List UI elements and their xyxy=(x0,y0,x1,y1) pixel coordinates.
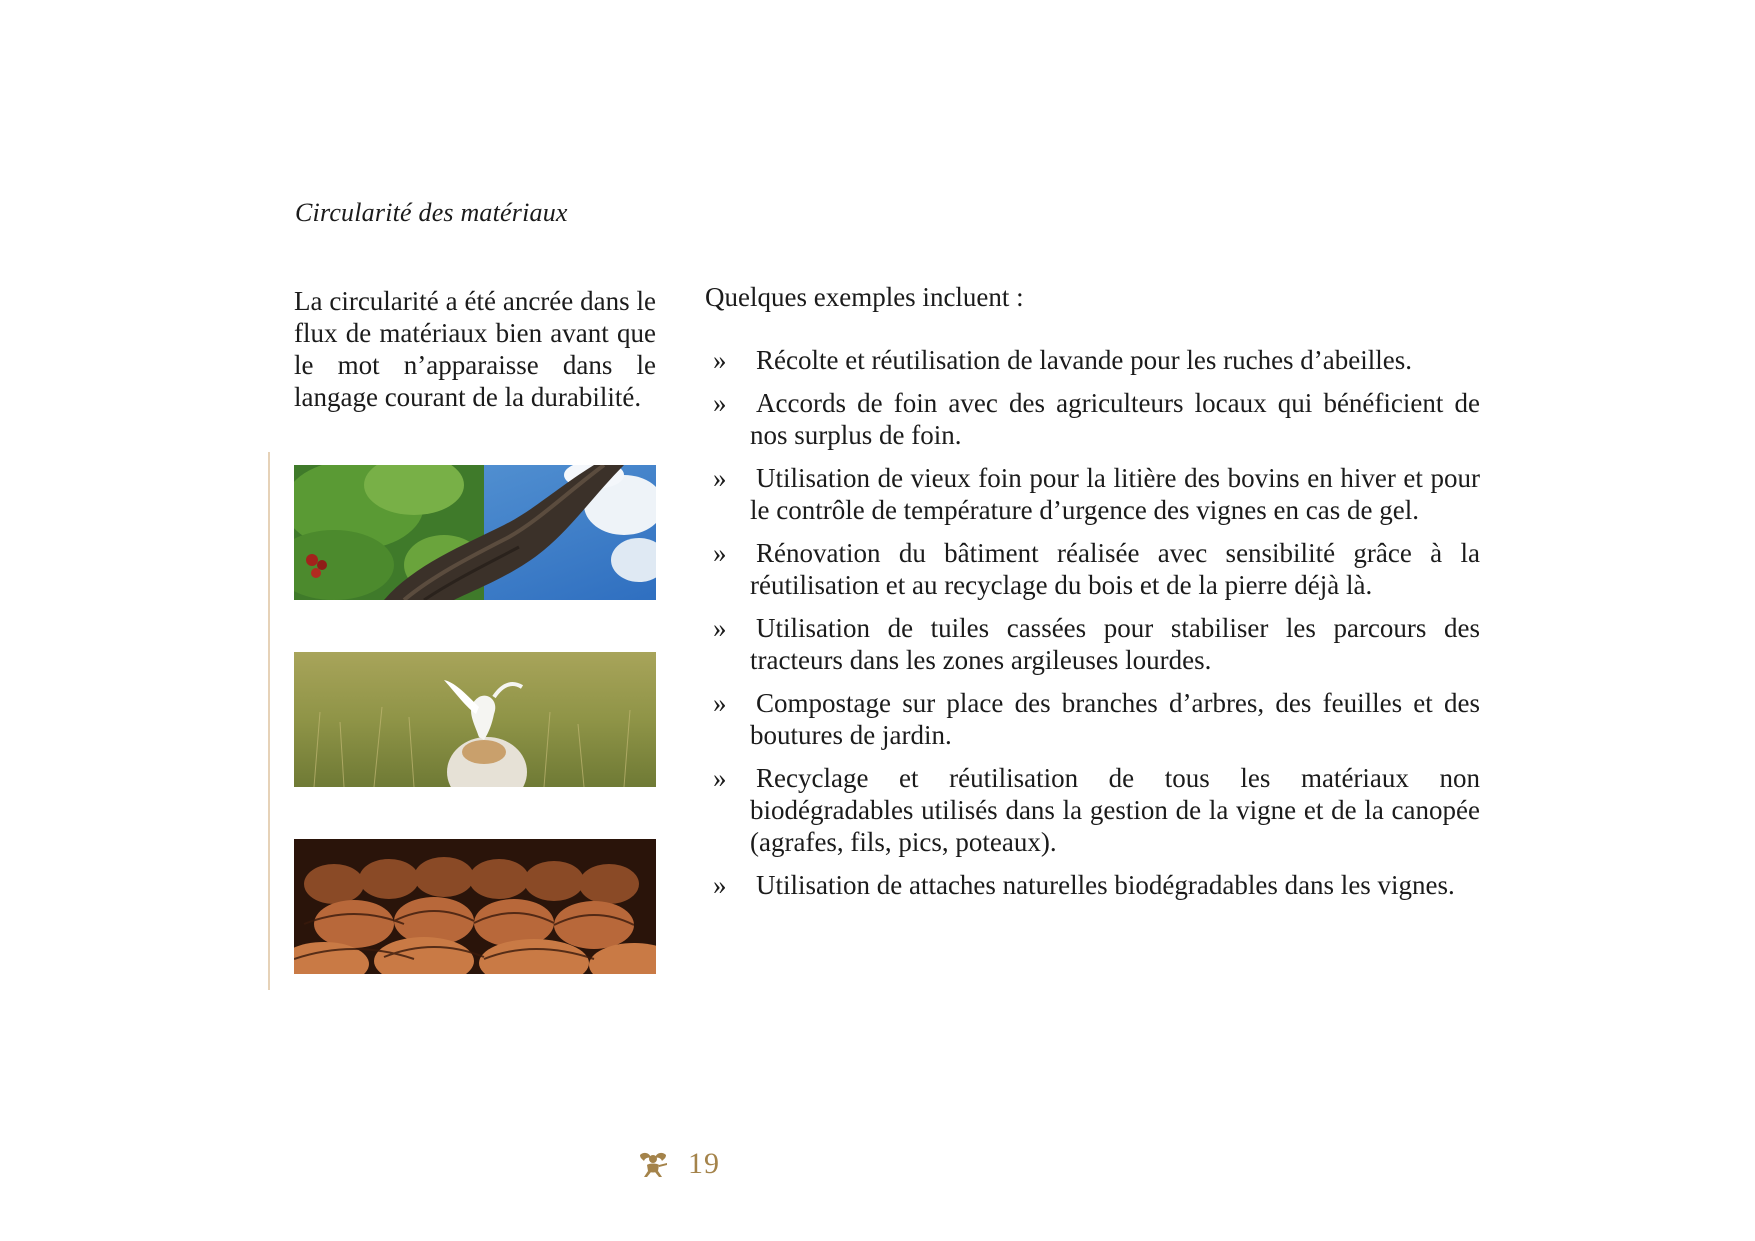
list-item xyxy=(705,869,1480,901)
list-item xyxy=(705,687,1480,751)
vine-trunk-photo xyxy=(294,465,656,600)
wine-barrels-photo xyxy=(294,839,656,974)
cherub-logo-icon xyxy=(636,1149,670,1179)
list-item-text: Rénovation du bâtiment réalisée avec sensibilité grâce à la réutilisation et au recyclage du bois et de la pierre déjà là. xyxy=(750,538,1480,600)
list-item-text: Compostage sur place des branches d’arbres, des feuilles et des boutures de jardin. xyxy=(750,688,1480,750)
egret-on-cow-photo xyxy=(294,652,656,787)
bullet-marker: » xyxy=(713,345,727,375)
list-item xyxy=(705,344,1480,376)
list-item xyxy=(705,462,1480,526)
list-item xyxy=(705,537,1480,601)
list-item-text: Utilisation de attaches naturelles biodégradables dans les vignes. xyxy=(756,870,1455,900)
bullet-marker: » xyxy=(713,688,727,718)
list-item-text: Utilisation de tuiles cassées pour stabiliser les parcours des tracteurs dans les zones argileuses lourdes. xyxy=(750,613,1480,675)
list-item-text: Accords de foin avec des agriculteurs locaux qui bénéficient de nos surplus de foin. xyxy=(750,388,1480,450)
page-number: 19 xyxy=(688,1147,720,1180)
list-item-text: Recyclage et réutilisation de tous les matériaux non biodégradables utilisés dans la gestion de la vigne et de la canopée (agrafes, fils, pics, poteaux). xyxy=(750,763,1480,857)
bullet-marker: » xyxy=(713,763,727,793)
bullet-marker: » xyxy=(713,463,727,493)
list-item xyxy=(705,387,1480,451)
bullet-marker: » xyxy=(713,538,727,568)
section-title: Circularité des matériaux xyxy=(295,198,568,227)
page-footer xyxy=(636,1147,720,1181)
bullet-marker: » xyxy=(713,870,727,900)
list-item xyxy=(705,612,1480,676)
bullet-marker: » xyxy=(713,613,727,643)
intro-paragraph: La circularité a été ancrée dans le flux de matériaux bien avant que le mot n’apparaisse dans le langage courant de la durabilité. xyxy=(294,286,656,412)
vertical-divider xyxy=(268,452,270,990)
list-item xyxy=(705,762,1480,858)
examples-heading: Quelques exemples incluent : xyxy=(705,282,1024,312)
examples-list xyxy=(705,344,1480,912)
bullet-marker: » xyxy=(713,388,727,418)
list-item-text: Utilisation de vieux foin pour la litière des bovins en hiver et pour le contrôle de température d’urgence des vignes en cas de gel. xyxy=(750,463,1480,525)
list-item-text: Récolte et réutilisation de lavande pour les ruches d’abeilles. xyxy=(756,345,1413,375)
